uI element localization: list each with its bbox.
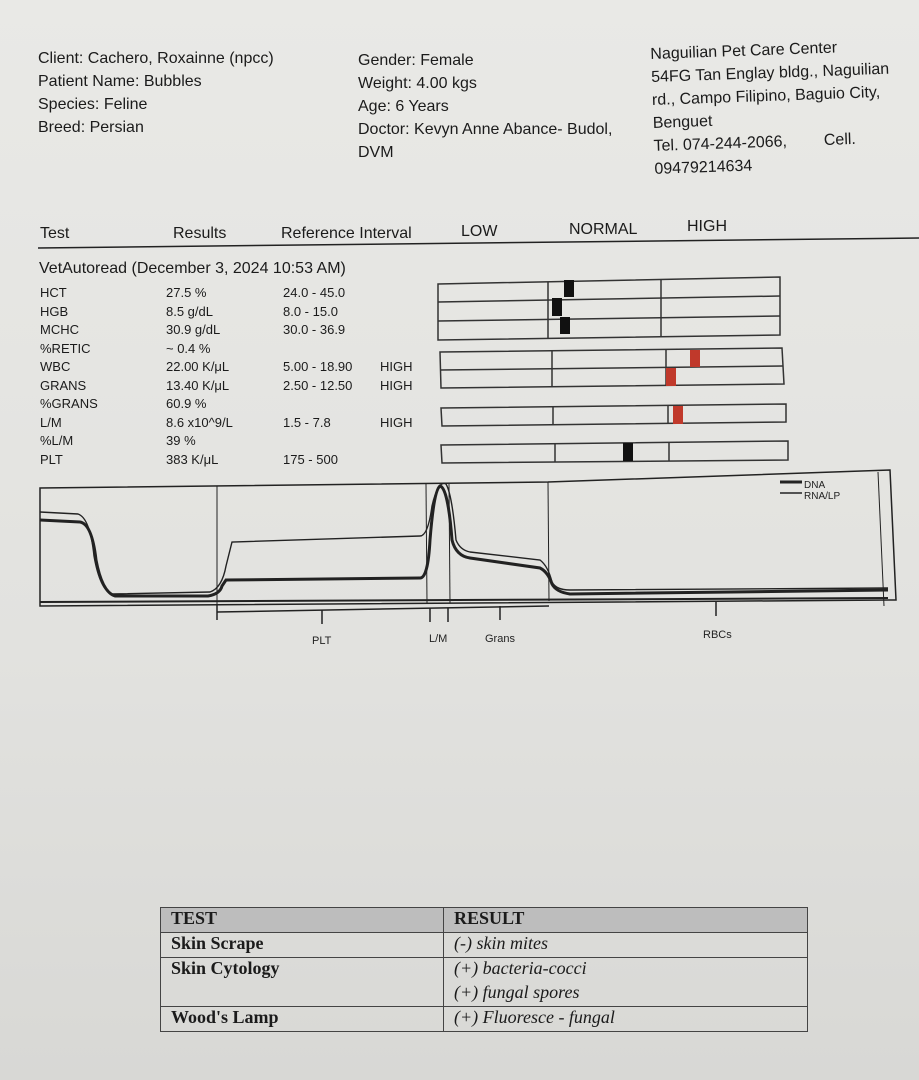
column-normal: NORMAL	[569, 221, 638, 238]
dna-curve	[40, 486, 888, 596]
test-name: GRANS	[40, 377, 87, 393]
weight: Weight: 4.00 kgs	[358, 75, 477, 92]
patient-name: Patient Name: Bubbles	[38, 73, 202, 90]
age: Age: 6 Years	[358, 98, 449, 115]
run-title: VetAutoread (December 3, 2024 10:53 AM)	[39, 260, 346, 277]
test-result: 8.6 x10^9/L	[166, 414, 233, 430]
test-cell: Wood's Lamp	[161, 1007, 444, 1032]
test-name: WBC	[40, 359, 71, 374]
lm-marker	[673, 406, 683, 424]
test-result: 22.00 K/μL	[166, 359, 230, 374]
breed: Breed: Persian	[38, 119, 144, 136]
test-result: 27.5 %	[166, 285, 207, 300]
histogram-divider	[426, 484, 427, 603]
rna-curve	[40, 483, 888, 594]
grans-marker	[666, 368, 676, 386]
range-bar-group-white-cells	[440, 348, 784, 388]
legend-rna: RNA/LP	[804, 491, 841, 502]
clinic-address-2: rd., Campo Filipino, Baguio City,	[651, 84, 881, 109]
header-result: RESULT	[444, 908, 808, 933]
histogram-divider	[548, 482, 549, 601]
range-bars	[0, 260, 919, 470]
result-cell: (-) skin mites	[444, 933, 808, 958]
test-name: HGB	[40, 303, 69, 319]
test-result: 60.9 %	[166, 396, 207, 411]
column-test: Test	[40, 225, 70, 242]
test-result: 13.40 K/μL	[166, 377, 230, 393]
column-high: HIGH	[687, 218, 727, 235]
test-result: ~ 0.4 %	[166, 340, 211, 356]
hgb-marker	[552, 298, 562, 316]
doctor-title: DVM	[358, 144, 394, 161]
wbc-marker	[690, 350, 700, 367]
range-bar-group-red-indices	[438, 277, 780, 340]
histogram-graph	[0, 460, 919, 660]
plt-marker	[623, 443, 633, 461]
histogram-divider	[449, 484, 450, 603]
range-bar-divider	[440, 366, 783, 370]
clinic-name: Naguilian Pet Care Center	[650, 39, 838, 63]
test-result: 39 %	[166, 433, 196, 448]
test-name: %GRANS	[40, 396, 98, 411]
range-bar-frame-1	[438, 277, 780, 340]
reference-interval: 24.0 - 45.0	[283, 285, 346, 300]
species: Species: Feline	[38, 96, 148, 113]
histogram-divider	[878, 472, 884, 606]
label-grans: Grans	[485, 633, 515, 645]
range-bar-lm	[441, 404, 786, 426]
test-cell: Skin Scrape	[161, 933, 444, 958]
result-cell: (+) fungal spores	[444, 982, 808, 1007]
skin-tests-header	[161, 908, 808, 933]
flag-high: HIGH	[380, 377, 413, 393]
test-result: 383 K/μL	[166, 451, 219, 467]
label-plt: PLT	[312, 635, 332, 647]
header-rule	[0, 0, 919, 260]
column-reference: Reference Interval	[281, 225, 412, 242]
test-result: 30.9 g/dL	[166, 322, 221, 337]
flag-high: HIGH	[380, 359, 413, 374]
result-cell: (+) bacteria-cocci	[444, 958, 808, 983]
clinic-tel: Tel. 074-244-2066,	[653, 133, 788, 155]
flag-high: HIGH	[380, 414, 413, 430]
clinic-address-1: 54FG Tan Englay bldg., Naguilian	[650, 60, 890, 86]
mchc-marker	[560, 317, 570, 334]
test-name: PLT	[40, 451, 63, 467]
header-test: TEST	[161, 908, 444, 933]
table-row	[161, 958, 808, 983]
reference-interval: 2.50 - 12.50	[283, 377, 353, 393]
test-result: 8.5 g/dL	[166, 303, 213, 319]
test-cell: Skin Cytology	[161, 958, 444, 1007]
reference-interval: 1.5 - 7.8	[283, 414, 331, 430]
gender: Gender: Female	[358, 52, 474, 69]
table-row	[161, 1007, 808, 1032]
label-rbcs: RBCs	[703, 629, 732, 641]
reference-interval: 8.0 - 15.0	[283, 303, 338, 319]
doctor: Doctor: Kevyn Anne Abance- Budol,	[358, 121, 613, 138]
range-bar-frame-3	[441, 404, 786, 426]
range-bar-divider	[438, 316, 780, 321]
column-low: LOW	[461, 223, 498, 240]
range-bar-divider	[438, 296, 780, 302]
clinic-cell: 09479214634	[654, 157, 753, 178]
result-cell: (+) Fluoresce - fungal	[444, 1007, 808, 1032]
test-name: %L/M	[40, 433, 74, 448]
clinic-address-3: Benguet	[652, 112, 713, 132]
hct-marker	[564, 280, 574, 297]
histogram-frame	[40, 470, 896, 606]
clinic-cell-label: Cell.	[823, 130, 857, 149]
reference-interval: 5.00 - 18.90	[283, 359, 353, 374]
label-lm: L/M	[429, 633, 448, 645]
reference-interval: 175 - 500	[283, 451, 338, 467]
column-results: Results	[173, 225, 227, 242]
skin-tests-table	[160, 907, 808, 1032]
legend-dna: DNA	[804, 480, 826, 491]
test-name: %RETIC	[40, 340, 91, 356]
test-name: L/M	[40, 414, 62, 430]
test-name: MCHC	[40, 322, 79, 337]
test-name: HCT	[40, 285, 67, 300]
reference-interval: 30.0 - 36.9	[283, 322, 346, 337]
histogram-scale	[217, 606, 549, 612]
client-name: Client: Cachero, Roxainne (npcc)	[38, 50, 274, 67]
table-row	[161, 933, 808, 958]
